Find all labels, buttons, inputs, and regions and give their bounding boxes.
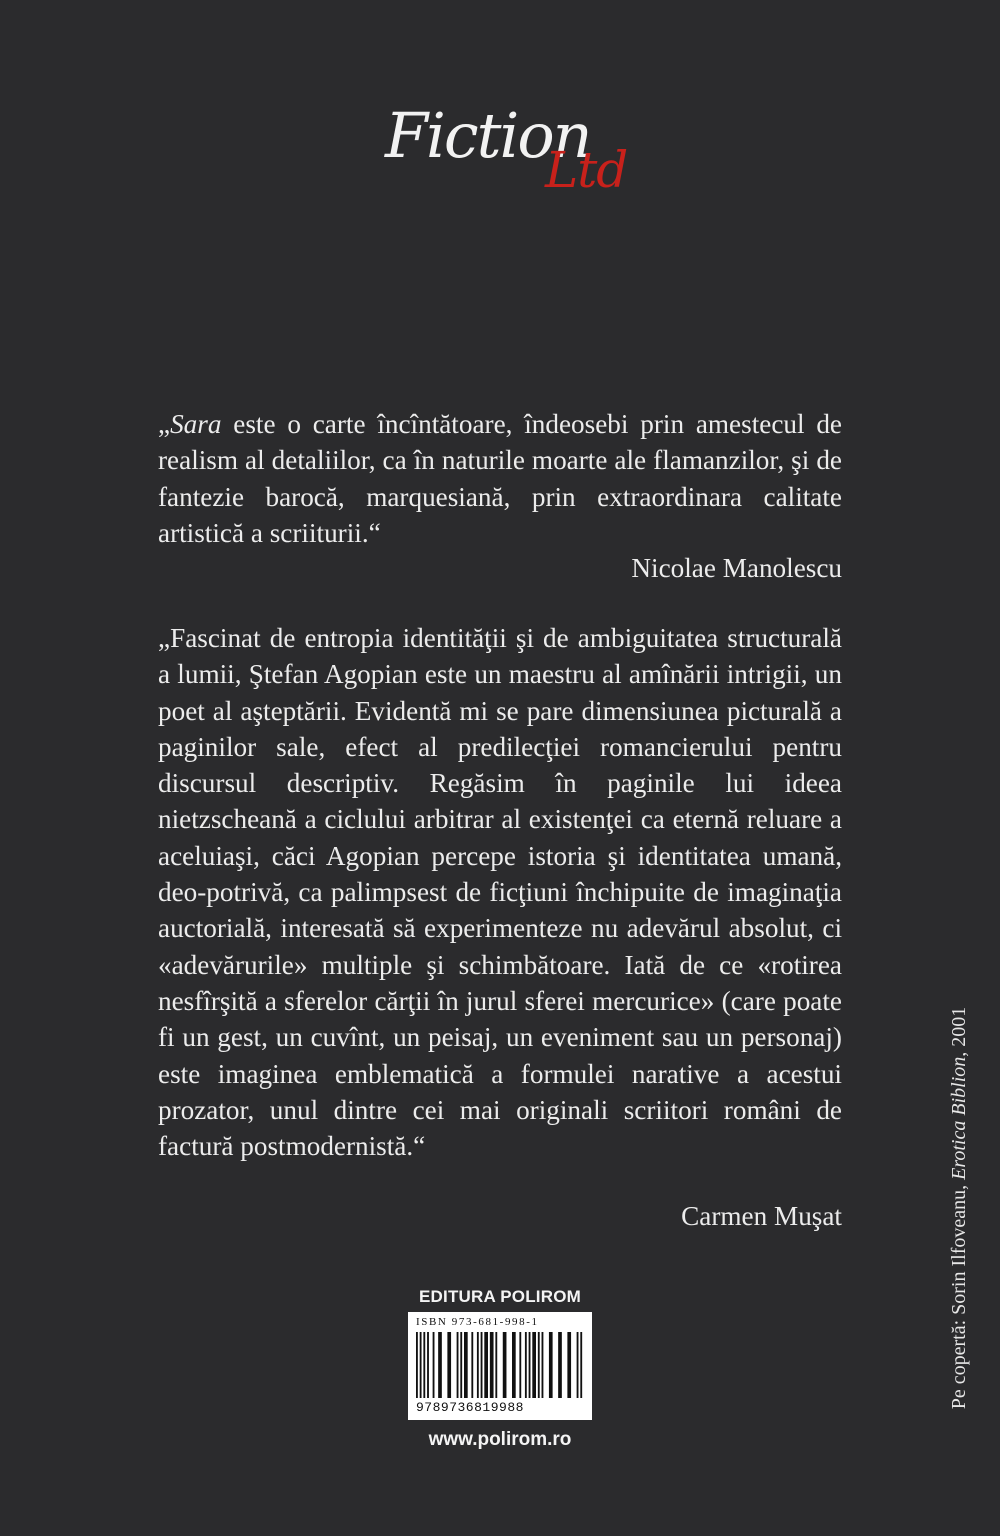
quote-manolescu <box>158 406 842 551</box>
barcode-bar <box>416 1332 418 1398</box>
barcode-bar <box>481 1332 483 1398</box>
barcode-bar <box>567 1332 571 1398</box>
barcode-bar <box>484 1332 488 1398</box>
quote-author-manolescu: Nicolae Manolescu <box>631 553 842 583</box>
barcode-bar <box>420 1332 422 1398</box>
quote-open-mark: „ <box>158 409 171 439</box>
barcode-bar <box>529 1332 531 1398</box>
barcode-bar <box>538 1332 540 1398</box>
book-title: Sara <box>170 409 222 439</box>
cover-credit-suffix: , 2001 <box>948 1006 970 1057</box>
barcode-bar <box>460 1332 462 1398</box>
barcode-image <box>416 1332 584 1398</box>
cover-credit-prefix: Pe copertă: Sorin Ilfoveanu, <box>948 1179 970 1410</box>
barcode-bar <box>542 1332 544 1398</box>
barcode-bar <box>433 1332 435 1398</box>
quote-author-musat: Carmen Muşat <box>681 1201 842 1231</box>
barcode-bar <box>471 1332 473 1398</box>
barcode-bar <box>464 1332 468 1398</box>
barcode-bar <box>427 1332 429 1398</box>
publisher-logo <box>385 99 628 220</box>
cover-credit <box>947 1007 971 1410</box>
logo-fiction-text: Fiction <box>385 99 591 172</box>
barcode-box <box>408 1312 592 1420</box>
barcode-bar <box>438 1332 442 1398</box>
barcode-bar <box>532 1332 536 1398</box>
publisher-website: www.polirom.ro <box>428 1429 572 1450</box>
cover-artwork-title: Erotica Biblion <box>948 1056 970 1180</box>
publisher-name: EDITURA POLIROM <box>419 1287 581 1306</box>
barcode-bar <box>519 1332 521 1398</box>
logo-ltd-text: Ltd <box>545 141 628 199</box>
quote-musat: „Fascinat de entropia identităţii şi de ambiguitatea structurală a lumii, Ştefan Agopian este un maestru al amînării intrigii, un poet al aşteptării. Evidentă mi se pare dimensiunea picturală a paginilor sale, efect al predilecţiei romancierului pentru discursul descriptiv. Regăsim în paginile lui ideea nietzscheană a ciclului arbitrar al existenţei ca eternă reluare a aceluiaşi, căci Agopian percepe istoria şi identitatea umană, deo-potrivă, ca palimpsest de ficţiuni închipuite de imaginaţia auctorială, interesată să experimenteze nu adevărul absolut, ci «adevărurile» multiple şi schimbătoare. Iată de ce «rotirea nesfîrşită a sferelor cărţii în jurul sferei mercurice» (care poate fi un gest, un cuvînt, un peisaj, un eveniment sau un personaj) este imaginea emblematică a formulei narative a acestui prozator, unul dintre cei mai originali scriitori români de factură postmodernistă.“ <box>158 623 842 1162</box>
publisher-block <box>405 1286 595 1452</box>
barcode-bar <box>457 1332 459 1398</box>
barcode-bar <box>477 1332 479 1398</box>
quote-manolescu-text: este o carte încîntătoare, îndeosebi prin amestecul de realism al detaliilor, ca în naturile moarte ale flamanzilor, şi de fantezie barocă, marquesiană, prin extraordinara calitate artistică a scriiturii.“ <box>158 409 842 548</box>
barcode-bar <box>580 1332 582 1398</box>
barcode-bar <box>525 1332 527 1398</box>
barcode-bar <box>495 1332 497 1398</box>
barcode-bar <box>490 1332 494 1398</box>
ean-number: 9789736819988 <box>416 1400 524 1415</box>
barcode-bar <box>558 1332 562 1398</box>
barcode-bar <box>503 1332 507 1398</box>
barcode-bar <box>512 1332 516 1398</box>
barcode-bar <box>577 1332 579 1398</box>
barcode-bar <box>447 1332 451 1398</box>
barcode-bar <box>549 1332 553 1398</box>
barcode-bar <box>423 1332 425 1398</box>
isbn-text: ISBN 973-681-998-1 <box>416 1316 539 1328</box>
